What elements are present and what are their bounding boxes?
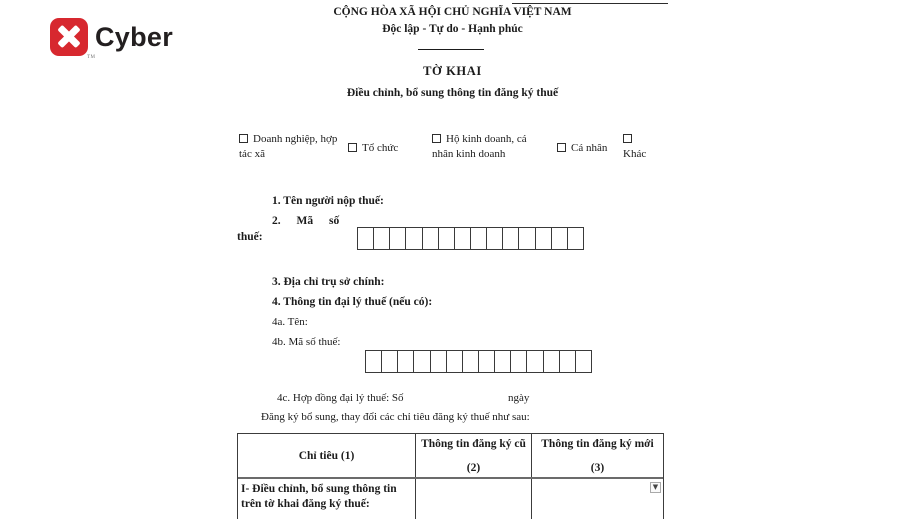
field-label-tax-code-line1: 2. Mã số [272, 215, 340, 227]
top-right-rule [512, 3, 668, 4]
checkbox-label: Cá nhân [571, 142, 608, 154]
checkbox-to-chuc[interactable] [348, 143, 357, 152]
checkbox-item-ca-nhan [557, 141, 607, 156]
table-header-chi-tieu: Chỉ tiêu (1) [238, 434, 416, 477]
field-label-head-office-address: 3. Địa chỉ trụ sở chính: [272, 276, 385, 288]
tax-code-cell[interactable] [366, 351, 382, 372]
checkbox-item-khac [623, 132, 657, 162]
checkbox-doanh-nghiep[interactable] [239, 134, 248, 143]
tax-code-cell[interactable] [511, 351, 527, 372]
tax-code-cell[interactable] [503, 228, 519, 249]
tax-code-cell[interactable] [390, 228, 406, 249]
tax-code-cell[interactable] [536, 228, 552, 249]
tax-code-cell[interactable] [544, 351, 560, 372]
checkbox-label: Khác [623, 148, 647, 160]
tax-code-cell[interactable] [487, 228, 503, 249]
table-header-new-info: Thông tin đăng ký mới (3) [541, 438, 654, 474]
tax-code-cell[interactable] [568, 228, 583, 249]
cyber-x-icon [50, 18, 88, 56]
field-label-tax-agent-contract: 4c. Hợp đồng đại lý thuế: Số [277, 392, 404, 404]
field-label-tax-agent-info: 4. Thông tin đại lý thuế (nếu có): [272, 296, 433, 308]
table-header-row [238, 434, 663, 479]
field-label-taxpayer-name: 1. Tên người nộp thuế: [272, 195, 384, 207]
form-subtitle: Điều chỉnh, bổ sung thông tin đăng ký thuế [346, 87, 559, 99]
table-row-section-1 [238, 479, 663, 519]
checkbox-label: Doanh nghiệp, hợp tác xã [239, 133, 338, 160]
register-note: Đăng ký bổ sung, thay đổi các chỉ tiêu đăng ký thuế như sau: [261, 411, 530, 423]
tax-code-cell[interactable] [382, 351, 398, 372]
checkbox-ca-nhan[interactable] [557, 143, 566, 152]
table-cell-new-info [532, 479, 663, 519]
tax-code-cell[interactable] [374, 228, 390, 249]
tax-code-cell[interactable] [398, 351, 414, 372]
motto-underline [418, 49, 484, 50]
form-title: TỜ KHAI [423, 64, 482, 78]
national-motto-line2: Độc lập - Tự do - Hạnh phúc [382, 23, 523, 35]
adjustment-table [237, 433, 664, 519]
checkbox-khac[interactable] [623, 134, 632, 143]
tax-code-cell[interactable] [414, 351, 430, 372]
checkbox-ho-kinh-doanh[interactable] [432, 134, 441, 143]
tax-code-boxes-row2 [365, 350, 592, 373]
tax-code-cell[interactable] [552, 228, 568, 249]
tax-code-cell[interactable] [471, 228, 487, 249]
checkbox-item-to-chuc [348, 141, 398, 156]
checkbox-label: Hộ kinh doanh, cá nhân kinh doanh [432, 133, 527, 160]
tax-code-cell[interactable] [560, 351, 576, 372]
cyber-logo [50, 18, 173, 56]
tax-code-boxes-row1 [357, 227, 584, 250]
tax-code-cell[interactable] [447, 351, 463, 372]
tax-code-cell[interactable] [455, 228, 471, 249]
checkbox-item-doanh-nghiep [239, 132, 342, 162]
trademark-mark: TM [87, 55, 96, 60]
tax-code-cell[interactable] [463, 351, 479, 372]
field-label-tax-agent-code: 4b. Mã số thuế: [272, 336, 341, 348]
tax-code-cell[interactable] [495, 351, 511, 372]
tax-code-cell[interactable] [406, 228, 422, 249]
tax-code-cell[interactable] [423, 228, 439, 249]
tax-code-cell[interactable] [576, 351, 591, 372]
tax-code-cell[interactable] [358, 228, 374, 249]
field-label-tax-agent-name: 4a. Tên: [272, 316, 308, 328]
logo-wordmark: Cyber [95, 21, 174, 52]
field-label-contract-date: ngày [508, 392, 530, 404]
dropdown-arrow-button[interactable]: ▼ [650, 482, 661, 493]
tax-code-cell[interactable] [439, 228, 455, 249]
table-cell-old-info [416, 479, 532, 519]
tax-code-cell[interactable] [519, 228, 535, 249]
field-label-tax-code-line2: thuế: [237, 231, 263, 243]
table-cell-section-label: I- Điều chỉnh, bổ sung thông tin trên tờ khai đăng ký thuế: [238, 479, 416, 519]
checkbox-item-ho-kinh-doanh [432, 132, 550, 162]
checkbox-label: Tổ chức [362, 142, 399, 154]
table-header-old-info: Thông tin đăng ký cũ (2) [416, 434, 532, 477]
tax-code-cell[interactable] [527, 351, 543, 372]
tax-code-cell[interactable] [479, 351, 495, 372]
tax-code-cell[interactable] [431, 351, 447, 372]
national-motto-line1: CỘNG HÒA XÃ HỘI CHỦ NGHĨA VIỆT NAM [333, 6, 572, 18]
